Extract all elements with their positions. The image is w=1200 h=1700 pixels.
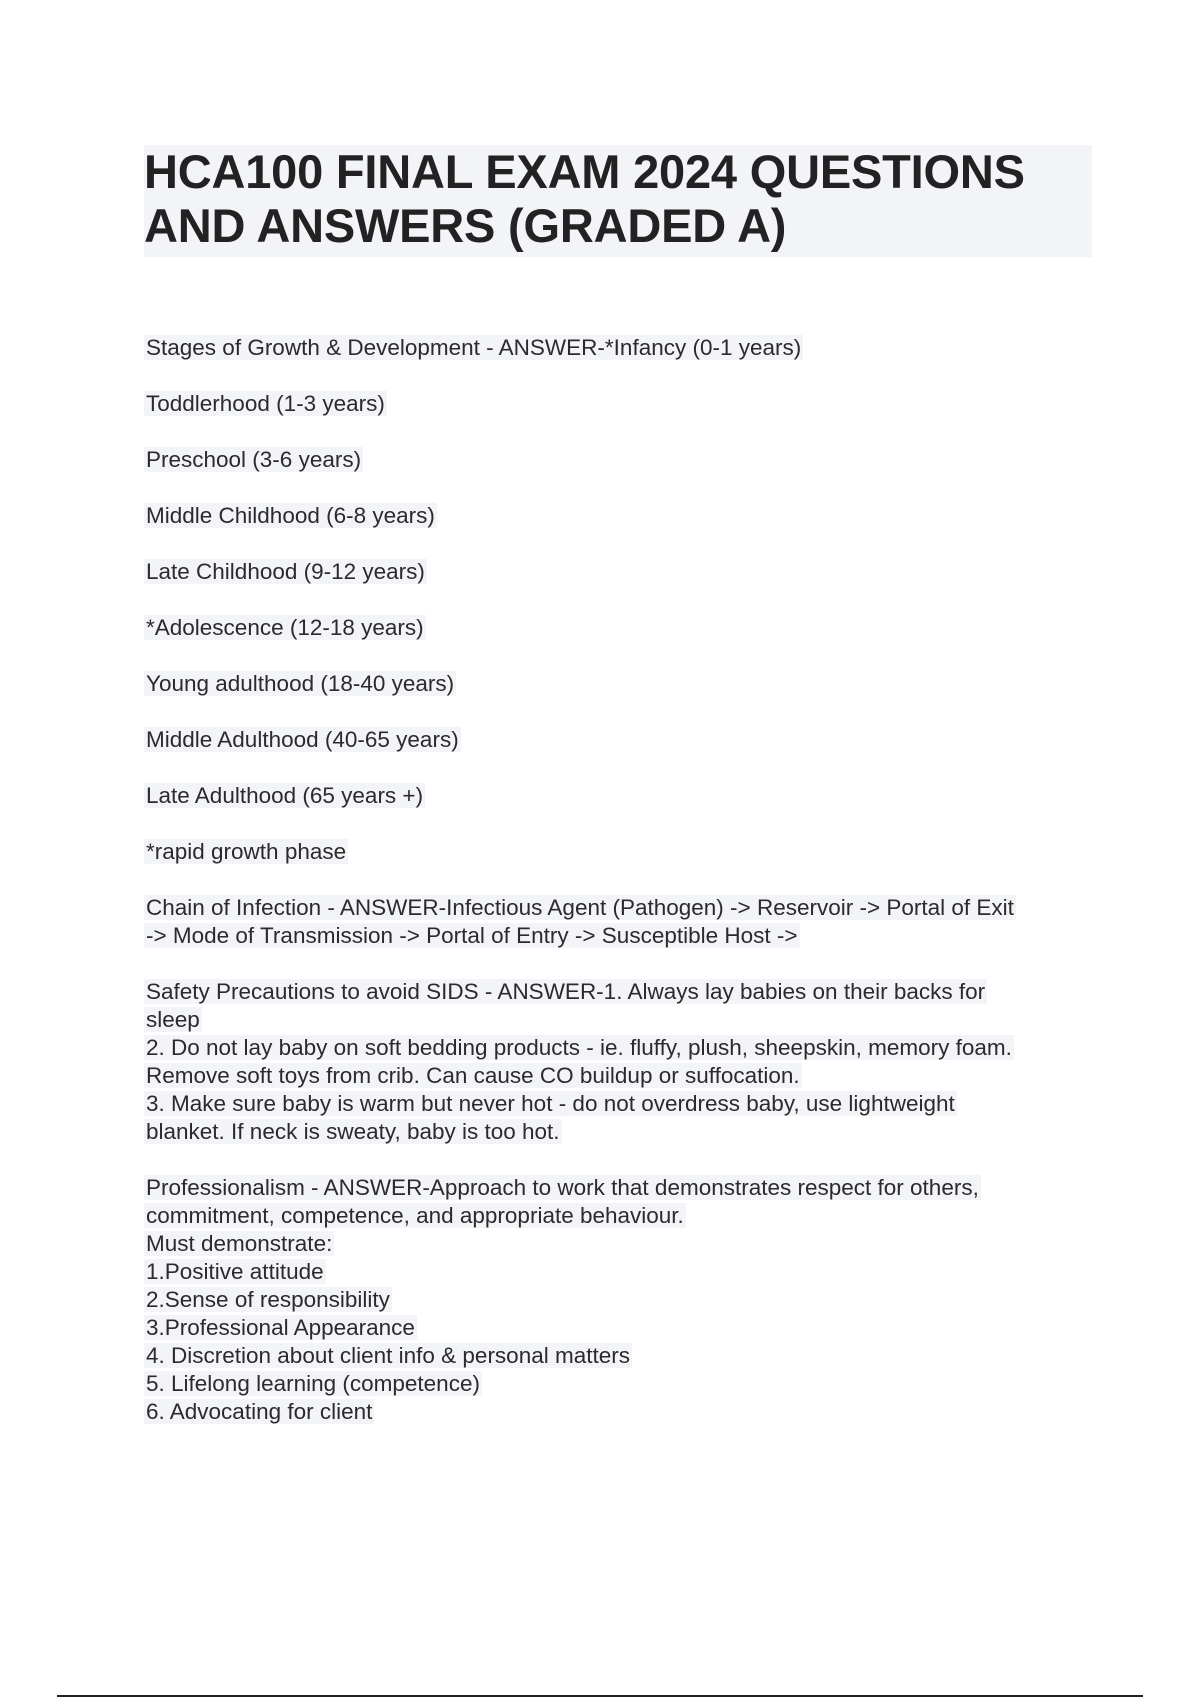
sids-line: 3. Make sure baby is warm but never hot - do not overdress baby, use lightweight bbox=[146, 1091, 955, 1116]
professionalism-line: Professionalism - ANSWER-Approach to work that demonstrates respect for others, bbox=[146, 1175, 979, 1200]
professionalism-line: 3.Professional Appearance bbox=[146, 1315, 415, 1340]
sids-line: sleep bbox=[146, 1007, 200, 1032]
stage-item: Toddlerhood (1-3 years) bbox=[146, 391, 385, 416]
stage-item: Late Adulthood (65 years +) bbox=[146, 783, 424, 808]
professionalism-line: commitment, competence, and appropriate behaviour. bbox=[146, 1203, 684, 1228]
stage-item: Preschool (3-6 years) bbox=[146, 447, 362, 472]
stage-item: Middle Childhood (6-8 years) bbox=[146, 503, 435, 528]
sids-line: Remove soft toys from crib. Can cause CO buildup or suffocation. bbox=[146, 1063, 800, 1088]
stage-item: Middle Adulthood (40-65 years) bbox=[146, 727, 459, 752]
title-block bbox=[144, 145, 1092, 257]
professionalism-line: 4. Discretion about client info & personal matters bbox=[146, 1343, 630, 1368]
professionalism-line: Must demonstrate: bbox=[146, 1231, 333, 1256]
stage-footnote: *rapid growth phase bbox=[146, 839, 347, 864]
sids-line: Safety Precautions to avoid SIDS - ANSWER-1. Always lay babies on their backs for bbox=[146, 979, 986, 1004]
title-line-2: AND ANSWERS (GRADED A) bbox=[144, 199, 787, 252]
stages-heading: Stages of Growth & Development - ANSWER-*Infancy (0-1 years) bbox=[146, 335, 802, 360]
professionalism bbox=[144, 1174, 1094, 1426]
chain-line-2: -> Mode of Transmission -> Portal of Entry -> Susceptible Host -> bbox=[146, 923, 798, 948]
footer-divider bbox=[57, 1695, 1143, 1697]
professionalism-line: 2.Sense of responsibility bbox=[146, 1287, 390, 1312]
chain-line-1: Chain of Infection - ANSWER-Infectious Agent (Pathogen) -> Reservoir -> Portal of Exit bbox=[146, 895, 1014, 920]
professionalism-line: 5. Lifelong learning (competence) bbox=[146, 1371, 480, 1396]
sids-precautions bbox=[144, 978, 1094, 1146]
stage-item: *Adolescence (12-18 years) bbox=[146, 615, 424, 640]
document-body bbox=[144, 334, 1094, 1454]
sids-line: blanket. If neck is sweaty, baby is too hot. bbox=[146, 1119, 560, 1144]
sids-line: 2. Do not lay baby on soft bedding products - ie. fluffy, plush, sheepskin, memory foam. bbox=[146, 1035, 1012, 1060]
professionalism-line: 1.Positive attitude bbox=[146, 1259, 324, 1284]
page-title bbox=[144, 145, 1092, 253]
stage-item: Young adulthood (18-40 years) bbox=[146, 671, 455, 696]
chain-of-infection bbox=[144, 894, 1094, 950]
professionalism-line: 6. Advocating for client bbox=[146, 1399, 373, 1424]
title-line-1: HCA100 FINAL EXAM 2024 QUESTIONS bbox=[144, 145, 1025, 198]
stage-item: Late Childhood (9-12 years) bbox=[146, 559, 425, 584]
